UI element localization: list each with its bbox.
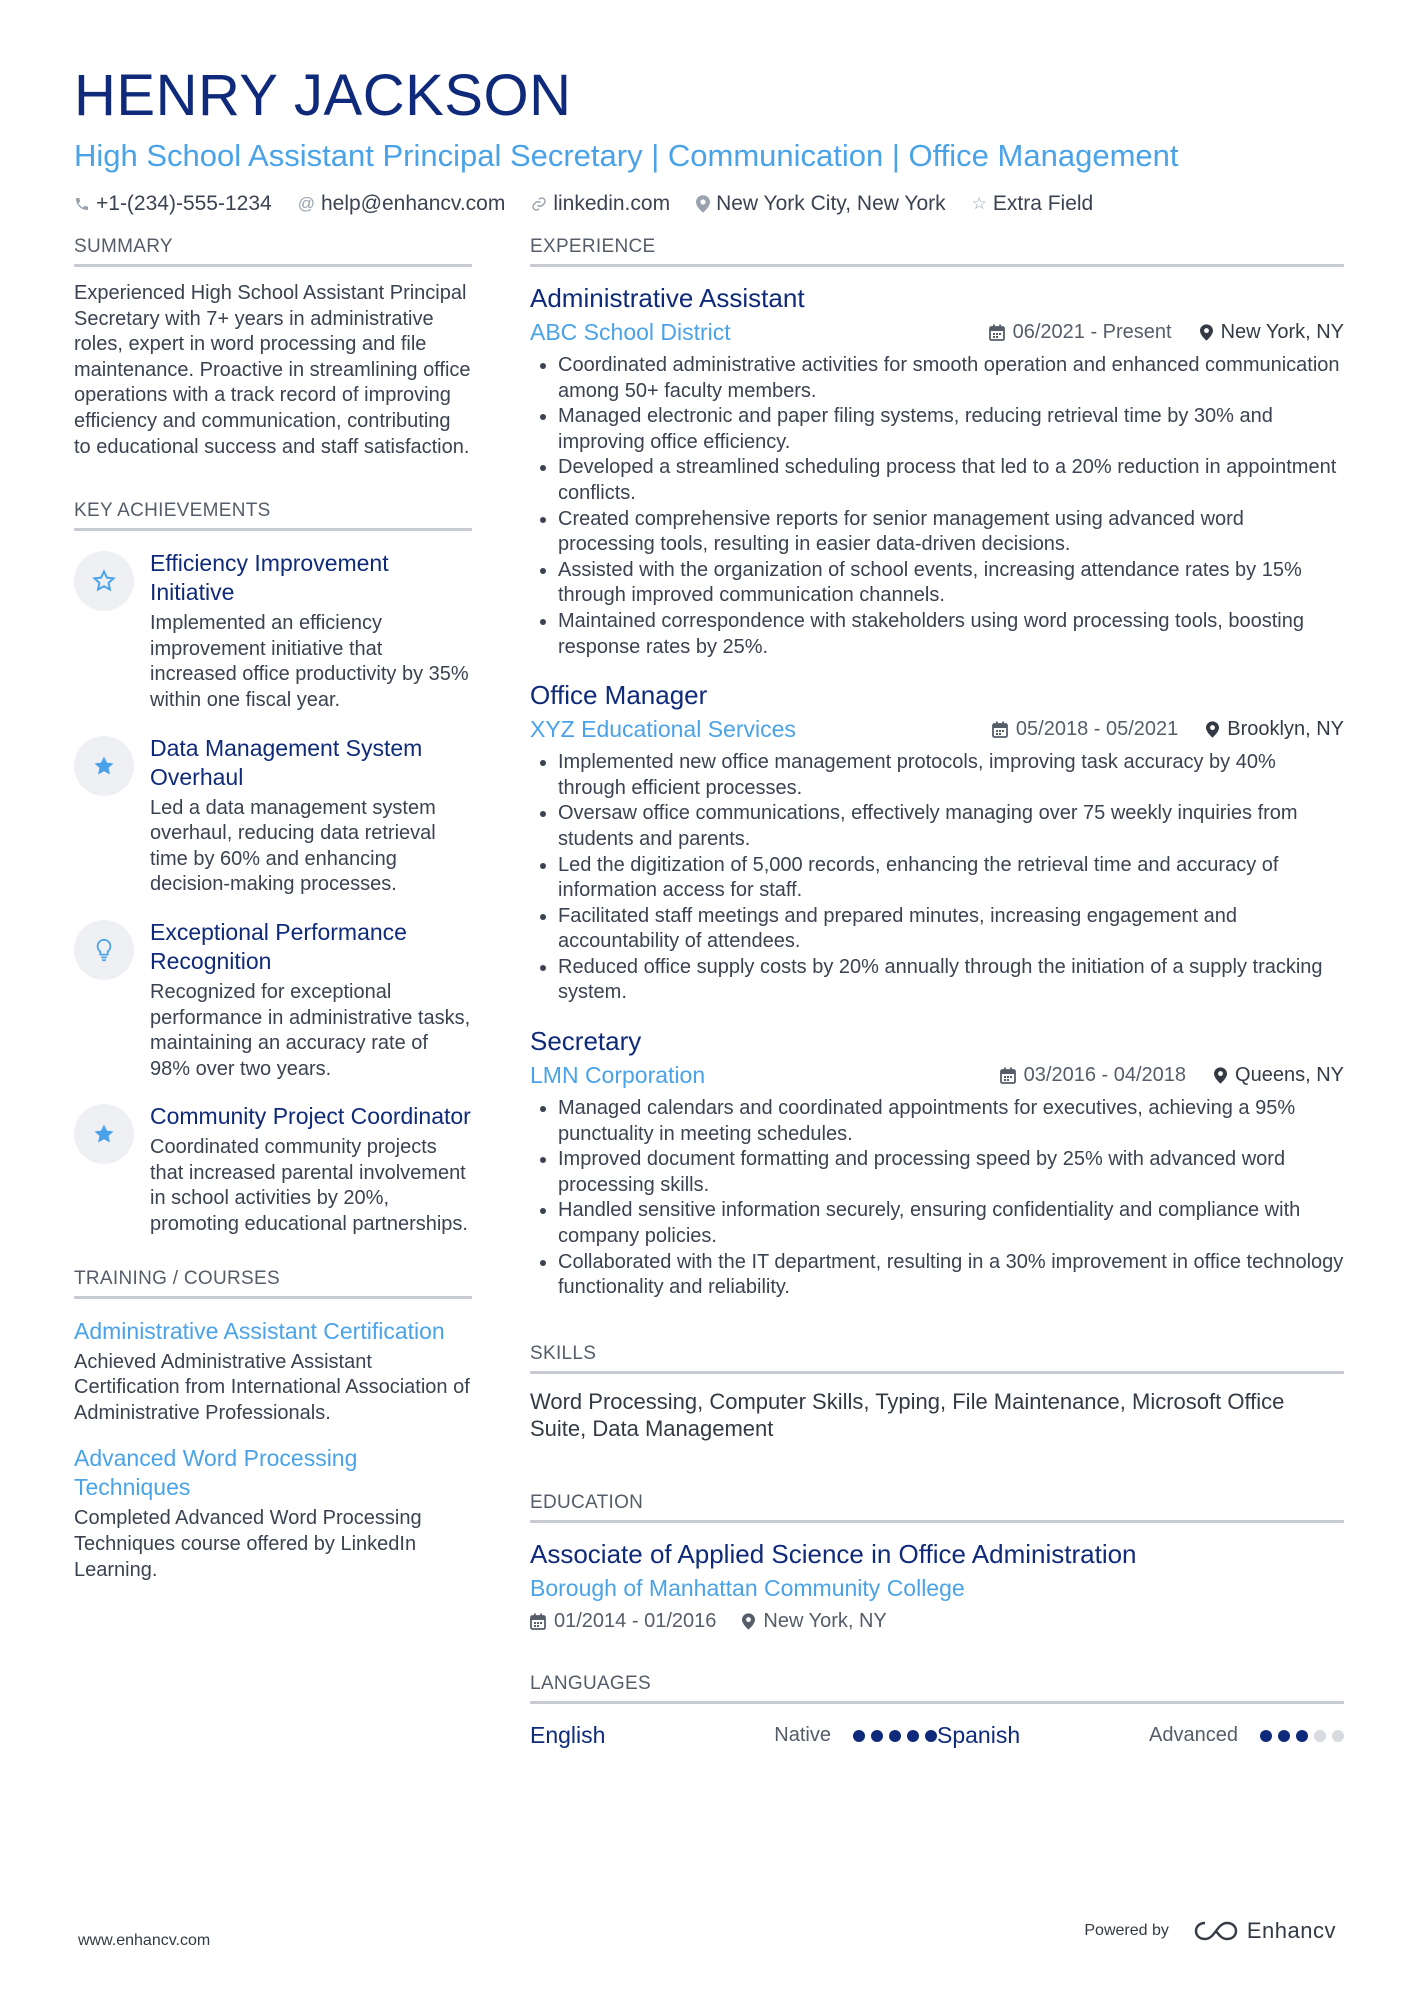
job-company: LMN Corporation <box>530 1061 706 1088</box>
job-bullet: • Reduced office supply costs by 20% annually through the initiation of a supply tracking system. <box>558 955 1344 1006</box>
rating-dot <box>1332 1730 1344 1742</box>
achievement-item <box>74 734 472 898</box>
language-item <box>937 1722 1344 1749</box>
footer-branding[interactable] <box>1084 1918 1336 1944</box>
location-icon <box>1214 1067 1227 1084</box>
education-location: New York, NY <box>763 1610 887 1633</box>
phone-icon <box>74 196 90 212</box>
course-desc: Completed Advanced Word Processing Techniques course offered by LinkedIn Learning. <box>74 1507 422 1581</box>
right-column <box>530 236 1344 1754</box>
job-title: Office Manager <box>530 680 708 711</box>
course-title: Advanced Word Processing Techniques <box>74 1445 358 1501</box>
education-dates: 01/2014 - 01/2016 <box>554 1610 717 1633</box>
language-name: English <box>530 1722 606 1749</box>
contact-location <box>696 192 946 216</box>
calendar-icon <box>992 721 1008 738</box>
job-meta <box>992 718 1344 741</box>
achievement-desc: Recognized for exceptional performance in administrative tasks, maintaining an accuracy rate of 98% over two years. <box>150 980 471 1080</box>
job-bullets <box>530 353 1344 660</box>
job-entry <box>530 1024 1344 1301</box>
job-bullet: • Led the digitization of 5,000 records, enhancing the retrieval time and accuracy of information access for staff. <box>558 853 1344 904</box>
calendar-icon <box>530 1613 546 1630</box>
brand-name: Enhancv <box>1246 1918 1336 1943</box>
job-bullet: • Facilitated staff meetings and prepared minutes, increasing engagement and accountability of attendees. <box>558 904 1344 955</box>
education-meta <box>530 1605 1344 1639</box>
job-bullet: • Handled sensitive information securely, ensuring confidentiality and compliance with company policies. <box>558 1198 1344 1249</box>
job-bullet: • Coordinated administrative activities for smooth operation and enhanced communication among 50+ faculty members. <box>558 353 1344 404</box>
rating-dot <box>1296 1730 1308 1742</box>
rating-dot <box>907 1730 919 1742</box>
achievements-heading: KEY ACHIEVEMENTS <box>74 500 472 531</box>
achievement-desc: Led a data management system overhaul, reducing data retrieval time by 60% and enhancing decision-making processes. <box>150 796 436 896</box>
contact-linkedin[interactable] <box>531 192 670 216</box>
job-dates: 03/2016 - 04/2018 <box>1023 1063 1187 1086</box>
lightbulb-icon <box>74 920 134 980</box>
job-company: XYZ Educational Services <box>530 715 796 742</box>
achievement-item <box>74 918 472 1082</box>
achievement-title: Exceptional Performance Recognition <box>150 918 407 974</box>
education-heading: EDUCATION <box>530 1492 1344 1523</box>
training-heading: TRAINING / COURSES <box>74 1268 472 1299</box>
contact-phone[interactable] <box>74 192 272 216</box>
job-meta <box>989 321 1344 344</box>
contact-linkedin-text: linkedin.com <box>553 192 671 215</box>
job-bullet: • Implemented new office management protocols, improving task accuracy by 40% through efficient processes. <box>558 750 1344 801</box>
achievement-title: Data Management System Overhaul <box>150 734 423 790</box>
job-dates: 05/2018 - 05/2021 <box>1015 717 1179 740</box>
star-icon <box>74 736 134 796</box>
contact-extra <box>972 192 1094 216</box>
skills-heading: SKILLS <box>530 1343 1344 1374</box>
rating-dot <box>853 1730 865 1742</box>
job-bullet: • Oversaw office communications, effectively managing over 75 weekly inquiries from students and parents. <box>558 801 1344 852</box>
contact-extra-text: Extra Field <box>992 192 1094 215</box>
experience-heading: EXPERIENCE <box>530 236 1344 267</box>
languages-heading: LANGUAGES <box>530 1673 1344 1704</box>
contact-phone-text: +1-(234)-555-1234 <box>96 192 272 215</box>
rating-dot <box>889 1730 901 1742</box>
job-bullet: • Managed electronic and paper filing systems, reducing retrieval time by 30% and improving office efficiency. <box>558 404 1344 455</box>
education-school: Borough of Manhattan Community College <box>530 1574 965 1601</box>
star-icon: ☆ <box>971 194 987 213</box>
achievement-item <box>74 1102 472 1237</box>
job-subheader <box>530 1058 1344 1092</box>
star-icon <box>74 1104 134 1164</box>
course-desc: Achieved Administrative Assistant Certification from International Association of Administrative Professionals. <box>74 1350 470 1424</box>
job-location: New York, NY <box>1220 320 1344 343</box>
language-rating <box>847 1730 937 1742</box>
enhancv-logo-icon <box>1193 1919 1239 1943</box>
language-level: Advanced <box>1149 1724 1238 1747</box>
achievement-desc: Implemented an efficiency improvement initiative that increased office productivity by 35% within one fiscal year. <box>150 612 469 711</box>
powered-by-label: Powered by <box>1084 1922 1169 1939</box>
job-location-group <box>1200 321 1344 344</box>
achievement-desc: Coordinated community projects that increased parental involvement in school activities by 20%, promoting educational partnerships. <box>150 1136 468 1236</box>
location-icon <box>1200 324 1213 341</box>
rating-dot <box>871 1730 883 1742</box>
calendar-icon <box>1000 1067 1016 1084</box>
language-level: Native <box>774 1724 831 1747</box>
job-title: Administrative Assistant <box>530 283 805 313</box>
job-bullet: • Managed calendars and coordinated appointments for executives, achieving a 95% punctuality in meeting schedules. <box>558 1096 1344 1147</box>
skills-text: Word Processing, Computer Skills, Typing, File Maintenance, Microsoft Office Suite, Data Management <box>530 1388 1285 1441</box>
job-bullet: • Assisted with the organization of school events, increasing attendance rates by 15% through improved communication channels. <box>558 558 1344 609</box>
job-location-group <box>1214 1064 1344 1087</box>
achievement-item <box>74 549 472 713</box>
job-location-group <box>1206 718 1344 741</box>
rating-dot <box>925 1730 937 1742</box>
location-icon <box>742 1613 755 1630</box>
rating-dot <box>1314 1730 1326 1742</box>
languages-list <box>530 1718 1344 1754</box>
education-degree: Associate of Applied Science in Office Administration <box>530 1538 1137 1569</box>
location-icon <box>1206 721 1219 738</box>
course-title: Administrative Assistant Certification <box>74 1317 445 1344</box>
education-entry <box>530 1537 1344 1639</box>
job-title: Secretary <box>530 1026 642 1057</box>
contact-bar <box>74 186 1344 222</box>
job-entry <box>530 281 1344 660</box>
location-icon <box>696 195 710 213</box>
summary-text: Experienced High School Assistant Principal Secretary with 7+ years in administrative roles, expert in word processing and file maintenance. Proactive in streamlining office operations with a track record of improving efficiency and communication, contributing to educational success and staff satisfaction. <box>74 282 471 458</box>
job-company: ABC School District <box>530 318 731 345</box>
job-bullet: • Created comprehensive reports for senior management using advanced word processing tools, resulting in easier data-driven decisions. <box>558 507 1344 558</box>
headline: High School Assistant Principal Secretary | Communication | Office Management <box>74 138 1179 173</box>
contact-location-text: New York City, New York <box>716 192 946 215</box>
achievement-title: Efficiency Improvement Initiative <box>150 550 389 606</box>
job-bullets <box>530 1096 1344 1301</box>
rating-dot <box>1278 1730 1290 1742</box>
job-subheader <box>530 315 1344 349</box>
contact-email-text: help@enhancv.com <box>320 192 506 215</box>
job-bullet: • Collaborated with the IT department, resulting in a 30% improvement in office technology functionality and reliability. <box>558 1250 1344 1301</box>
job-bullet: • Developed a streamlined scheduling process that led to a 20% reduction in appointment conflicts. <box>558 455 1344 506</box>
footer-website[interactable]: www.enhancv.com <box>78 1932 211 1949</box>
link-icon <box>531 196 547 212</box>
job-bullet: • Improved document formatting and processing speed by 25% with advanced word processing skills. <box>558 1147 1344 1198</box>
job-location: Queens, NY <box>1235 1063 1344 1086</box>
contact-email[interactable] <box>298 192 506 216</box>
left-column <box>74 236 472 1601</box>
job-entry <box>530 678 1344 1006</box>
calendar-icon <box>989 324 1005 341</box>
language-rating <box>1254 1730 1344 1742</box>
star-outline-icon <box>74 551 134 611</box>
language-name: Spanish <box>937 1722 1021 1749</box>
training-list <box>74 1313 472 1584</box>
job-meta <box>1000 1064 1344 1087</box>
language-item <box>530 1722 937 1749</box>
achievement-title: Community Project Coordinator <box>150 1103 471 1130</box>
summary-heading: SUMMARY <box>74 236 472 267</box>
job-bullets <box>530 750 1344 1006</box>
job-dates: 06/2021 - Present <box>1012 320 1172 343</box>
achievements-list <box>74 545 472 1238</box>
rating-dot <box>1260 1730 1272 1742</box>
resume-page <box>74 58 1344 1749</box>
job-bullet: • Maintained correspondence with stakeholders using word processing tools, boosting response rates by 25%. <box>558 609 1344 660</box>
job-location: Brooklyn, NY <box>1227 717 1344 740</box>
candidate-name: HENRY JACKSON <box>74 63 572 128</box>
job-subheader <box>530 712 1344 746</box>
at-icon: @ <box>297 194 315 213</box>
